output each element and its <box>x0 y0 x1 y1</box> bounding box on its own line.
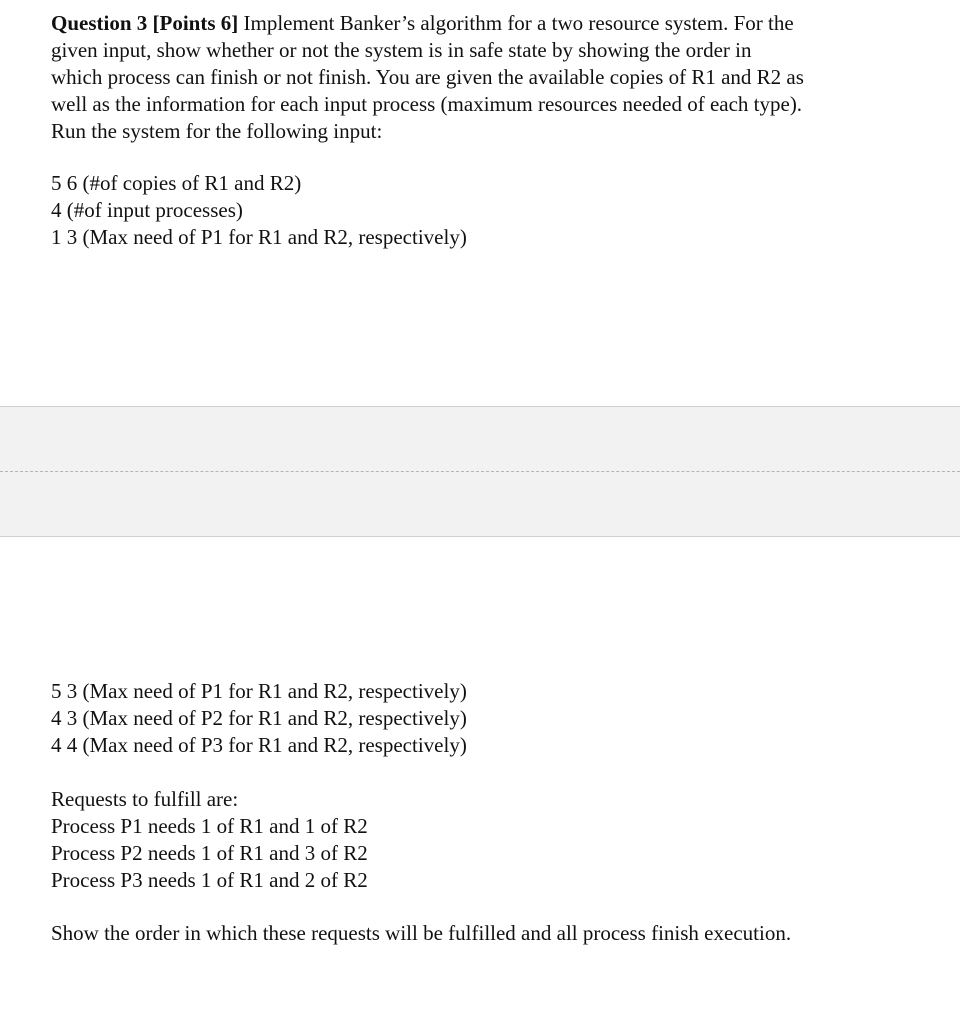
final-instruction-block <box>51 920 911 947</box>
question-heading-text: Implement Banker’s algorithm for a two resource system. For the <box>238 11 794 35</box>
input-block-2 <box>51 678 911 759</box>
input-line: 4 3 (Max need of P2 for R1 and R2, respectively) <box>51 706 467 730</box>
question-line: given input, show whether or not the system is in safe state by showing the order in <box>51 38 752 62</box>
page-break-dashed-line <box>0 471 960 472</box>
question-line: which process can finish or not finish. You are given the available copies of R1 and R2 as <box>51 65 804 89</box>
request-line: Process P3 needs 1 of R1 and 2 of R2 <box>51 868 368 892</box>
input-line: 4 4 (Max need of P3 for R1 and R2, respectively) <box>51 733 467 757</box>
question-text <box>51 10 911 145</box>
question-heading: Question 3 [Points 6] <box>51 11 239 35</box>
input-block-1 <box>51 170 911 251</box>
question-first-line <box>51 10 911 37</box>
input-line: 1 3 (Max need of P1 for R1 and R2, respectively) <box>51 225 467 249</box>
final-instruction: Show the order in which these requests will be fulfilled and all process finish execution. <box>51 921 792 945</box>
requests-block <box>51 786 911 894</box>
question-line: Run the system for the following input: <box>51 119 383 143</box>
question-line: well as the information for each input process (maximum resources needed of each type). <box>51 92 803 116</box>
input-line: 5 6 (#of copies of R1 and R2) <box>51 171 302 195</box>
request-line: Process P1 needs 1 of R1 and 1 of R2 <box>51 814 368 838</box>
page-break-band <box>0 406 960 537</box>
input-line: 4 (#of input processes) <box>51 198 243 222</box>
request-line: Process P2 needs 1 of R1 and 3 of R2 <box>51 841 368 865</box>
requests-heading: Requests to fulfill are: <box>51 787 239 811</box>
input-line: 5 3 (Max need of P1 for R1 and R2, respectively) <box>51 679 467 703</box>
